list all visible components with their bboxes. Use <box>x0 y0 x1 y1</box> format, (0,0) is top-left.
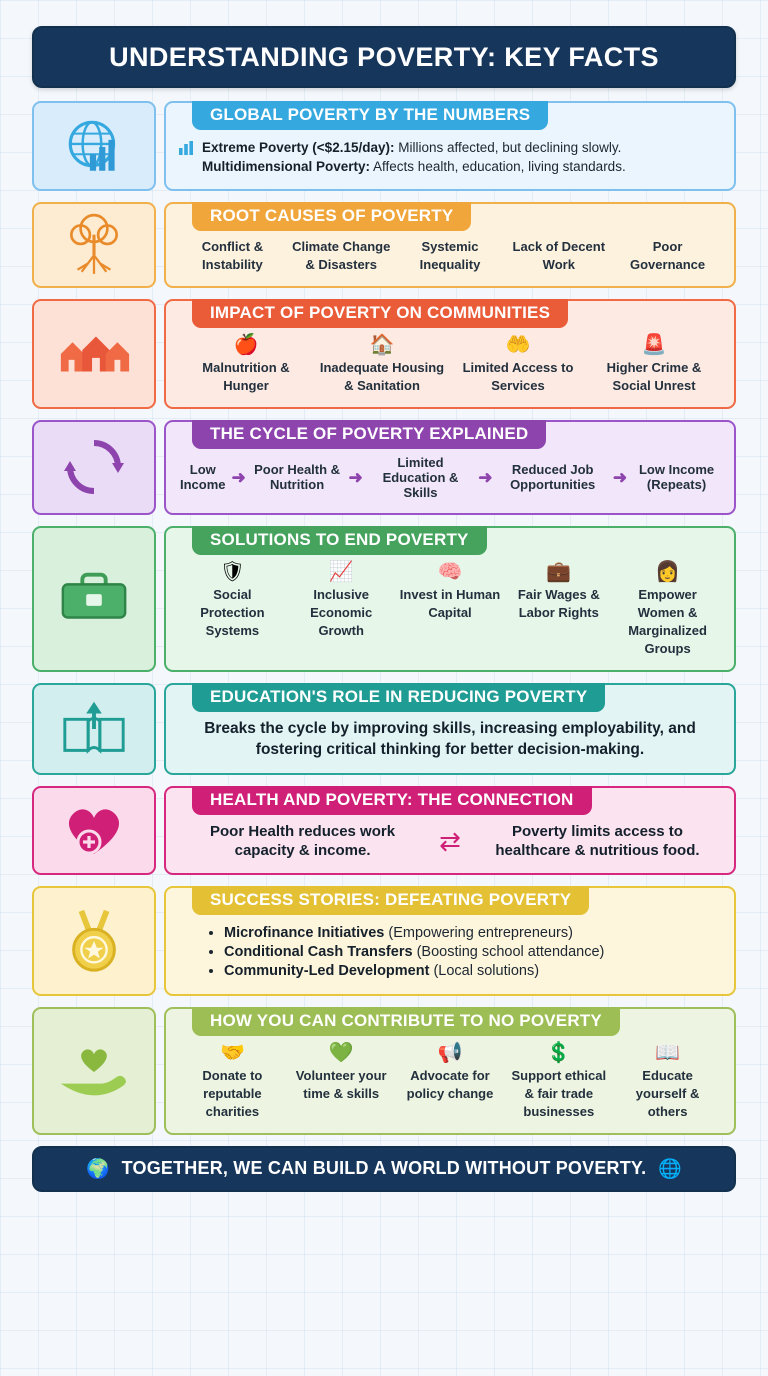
item-note: (Empowering entrepreneurs) <box>384 924 573 941</box>
hand-services-icon: 🤲 <box>505 334 531 356</box>
item-label: Conflict & Instability <box>201 239 264 272</box>
houses-community-icon <box>32 299 156 409</box>
item-label: Climate Change & Disasters <box>292 239 391 272</box>
stat-value: Millions affected, but declining slowly. <box>394 140 622 155</box>
money-hand-icon: 💲 <box>546 1041 572 1064</box>
medal-icon <box>32 886 156 996</box>
hand-heart-small-icon: 🤝 <box>219 1041 245 1064</box>
footer-banner <box>32 1146 736 1192</box>
stats-list <box>178 137 722 177</box>
toolbox-icon <box>32 526 156 672</box>
list-item <box>504 238 613 274</box>
section-solutions <box>32 526 736 672</box>
education-body <box>164 683 736 775</box>
cycle-step: Limited Education & Skills <box>382 455 459 500</box>
impact-list <box>178 335 722 395</box>
global-numbers-body <box>164 101 736 191</box>
stat-row <box>178 159 722 174</box>
list-item <box>178 335 314 395</box>
list-item <box>450 335 586 395</box>
section-contribute <box>32 1007 736 1135</box>
list-item <box>287 1043 396 1103</box>
section-heading: SOLUTIONS TO END POVERTY <box>192 526 487 555</box>
section-education <box>32 683 736 775</box>
list-item <box>613 238 722 274</box>
hand-heart-icon <box>32 1007 156 1135</box>
bar-chart-icon <box>178 140 194 156</box>
item-label: Lack of Decent Work <box>512 239 606 272</box>
section-heading: HEALTH AND POVERTY: THE CONNECTION <box>192 786 592 815</box>
item-note: (Local solutions) <box>429 962 540 979</box>
item-label: Social Protection Systems <box>200 586 265 638</box>
item-label: Inclusive Economic Growth <box>310 586 373 638</box>
list-item <box>224 963 722 979</box>
cycle-step: Poor Health & Nutrition <box>254 462 341 493</box>
solutions-body <box>164 526 736 672</box>
list-item <box>178 238 287 274</box>
briefcase-icon: 💼 <box>546 560 572 583</box>
arrow-icon: ➜ <box>348 468 363 488</box>
page-title: UNDERSTANDING POVERTY: KEY FACTS <box>109 41 659 72</box>
arrow-icon: ➜ <box>612 468 628 488</box>
stat-label: Multidimensional Poverty: <box>202 159 371 174</box>
tree-roots-icon <box>32 202 156 288</box>
item-label: Educate yourself & others <box>635 1067 700 1119</box>
list-item <box>613 1043 722 1121</box>
section-cycle <box>32 420 736 515</box>
item-label: Support ethical & fair trade businesses <box>511 1067 607 1119</box>
list-item <box>396 562 505 622</box>
megaphone-icon: 📢 <box>437 1041 463 1064</box>
circular-arrows-icon <box>32 420 156 515</box>
item-label: Limited Access to Services <box>462 360 574 393</box>
section-health <box>32 786 736 875</box>
globe-grid-icon: 🌐 <box>658 1158 683 1180</box>
item-label: Fair Wages & Labor Rights <box>517 586 600 620</box>
cycle-step: Low Income <box>179 462 226 493</box>
double-arrow-icon: ⇄ <box>439 825 461 856</box>
item-label: Invest in Human Capital <box>399 586 501 620</box>
section-root-causes <box>32 202 736 288</box>
list-item <box>178 562 287 640</box>
growth-chart-icon: 📈 <box>328 560 354 583</box>
list-item <box>396 1043 505 1103</box>
health-right-text: Poverty limits access to healthcare & nutritious food. <box>495 822 700 860</box>
house-icon: 🏠 <box>369 334 395 356</box>
section-heading: GLOBAL POVERTY BY THE NUMBERS <box>192 101 548 130</box>
book-icon: 📖 <box>655 1041 681 1064</box>
health-left-text: Poor Health reduces work capacity & income. <box>210 822 396 860</box>
item-label: Donate to reputable charities <box>202 1067 263 1119</box>
list-item <box>314 335 450 395</box>
list-item <box>504 1043 613 1121</box>
item-title: Conditional Cash Transfers <box>224 943 413 960</box>
contribute-body <box>164 1007 736 1135</box>
cycle-step: Reduced Job Opportunities <box>510 462 596 493</box>
solutions-list <box>178 562 722 658</box>
head-brain-icon: 🧠 <box>437 560 463 583</box>
siren-icon: 🚨 <box>641 334 667 356</box>
earth-globe-icon: 🌍 <box>85 1158 110 1180</box>
item-label: Inadequate Housing & Sanitation <box>319 360 445 393</box>
list-item <box>224 925 722 941</box>
arrow-icon: ➜ <box>231 468 246 488</box>
volunteer-hands-icon: 💚 <box>328 1041 354 1064</box>
list-item <box>504 562 613 622</box>
section-heading: EDUCATION'S ROLE IN REDUCING POVERTY <box>192 683 605 712</box>
heart-plus-icon <box>32 786 156 875</box>
stat-label: Extreme Poverty (<$2.15/day): <box>202 140 395 155</box>
health-body <box>164 786 736 875</box>
list-item <box>586 335 722 395</box>
item-label: Higher Crime & Social Unrest <box>606 360 702 393</box>
stat-row <box>178 140 722 156</box>
item-title: Community-Led Development <box>224 962 430 979</box>
item-label: Volunteer your time & skills <box>295 1067 387 1101</box>
woman-icon: 👩 <box>655 560 681 583</box>
impact-body <box>164 299 736 409</box>
list-item <box>396 238 505 274</box>
list-item <box>613 562 722 658</box>
arrow-icon: ➜ <box>478 468 493 488</box>
list-item <box>287 562 396 640</box>
education-text: Breaks the cycle by improving skills, increasing employability, and fostering critical thinking for better decision-making. <box>204 719 696 758</box>
list-item <box>224 944 722 960</box>
section-global-numbers <box>32 101 736 191</box>
section-heading: ROOT CAUSES OF POVERTY <box>192 202 471 231</box>
section-heading: HOW YOU CAN CONTRIBUTE TO NO POVERTY <box>192 1007 620 1036</box>
section-heading: SUCCESS STORIES: DEFEATING POVERTY <box>192 886 589 915</box>
list-item <box>178 1043 287 1121</box>
success-list <box>178 922 722 982</box>
section-success <box>32 886 736 996</box>
page-title-bar <box>32 26 736 88</box>
stat-value: Affects health, education, living standards. <box>370 159 626 174</box>
item-title: Microfinance Initiatives <box>224 924 385 941</box>
open-book-arrow-icon <box>32 683 156 775</box>
hands-shield-icon: 🛡 <box>219 560 246 583</box>
cycle-steps <box>178 456 722 501</box>
item-label: Advocate for policy change <box>406 1067 494 1101</box>
health-relation <box>178 822 722 861</box>
section-impact <box>32 299 736 409</box>
item-label: Systemic Inequality <box>419 239 481 272</box>
globe-bar-chart-icon <box>32 101 156 191</box>
item-label: Malnutrition & Hunger <box>202 360 290 393</box>
cycle-body <box>164 420 736 515</box>
root-causes-list <box>178 238 722 274</box>
item-note: (Boosting school attendance) <box>412 943 605 960</box>
success-body <box>164 886 736 996</box>
root-causes-body <box>164 202 736 288</box>
cycle-step: Low Income (Repeats) <box>638 462 715 493</box>
item-label: Empower Women & Marginalized Groups <box>628 586 707 656</box>
contribute-list <box>178 1043 722 1121</box>
footer-text: TOGETHER, WE CAN BUILD A WORLD WITHOUT POVERTY. <box>121 1158 647 1179</box>
section-heading: IMPACT OF POVERTY ON COMMUNITIES <box>192 299 568 328</box>
list-item <box>287 238 396 274</box>
section-heading: THE CYCLE OF POVERTY EXPLAINED <box>192 420 546 449</box>
hand-apple-icon: 🍎 <box>233 334 259 356</box>
item-label: Poor Governance <box>630 239 706 272</box>
